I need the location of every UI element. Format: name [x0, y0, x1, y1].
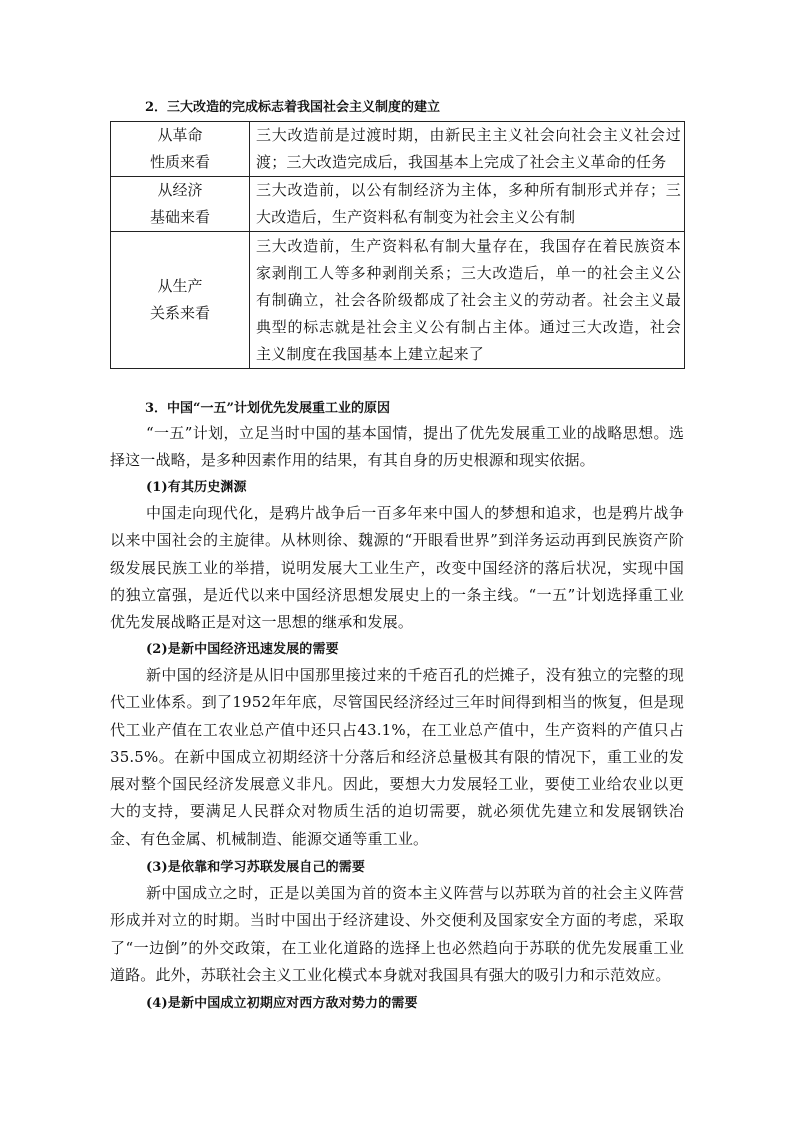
reform-comparison-table [110, 121, 685, 369]
row-label-line: 从生产 [157, 277, 203, 295]
table-row [111, 177, 685, 232]
point-2-title: (2)是新中国经济迅速发展的需要 [146, 642, 339, 657]
row-label-line: 从革命 [157, 126, 203, 144]
row-label-line: 基础来看 [149, 208, 210, 226]
table-row [111, 122, 685, 177]
row-label-line: 关系来看 [149, 304, 210, 322]
row-content: 三大改造前是过渡时期，由新民主主义社会向社会主义社会过渡；三大改造完成后，我国基本上完成了社会主义革命的任务 [250, 122, 685, 177]
row-label-line: 性质来看 [149, 153, 210, 171]
table-row [111, 232, 685, 369]
row-label [111, 122, 250, 177]
point-4-title: (4)是新中国成立初期应对西方敌对势力的需要 [146, 996, 418, 1011]
section-3-heading: 3．中国“一五”计划优先发展重工业的原因 [145, 401, 391, 416]
point-2-body: 新中国的经济是从旧中国那里接过来的千疮百孔的烂摊子，没有独立的完整的现代工业体系。到了1952年年底，尽管国民经济经过三年时间得到相当的恢复，但是现代工业产值在工农业总产值中还只占43.1%，在工业总产值中，生产资料的产值只占35.5%。在新中国成立初期经济十分落后和经济总量极其有限的情况下，重工业的发展对整个国民经济发展意义非凡。因此，要想大力发展轻工业，要使工业给农业以更大的支持，要满足人民群众对物质生活的迫切需要，就必须优先建立和发展钢铁冶金、有色金属、机械制造、能源交通等重工业。 [110, 666, 684, 848]
point-1-body: 中国走向现代化，是鸦片战争后一百多年来中国人的梦想和追求，也是鸦片战争以来中国社会的主旋律。从林则徐、魏源的“开眼看世界”到洋务运动再到民族资产阶级发展民族工业的举措，说明发展大工业生产，改变中国经济的落后状况，实现中国的独立富强，是近代以来中国经济思想发展史上的一条主线。“一五”计划选择重工业优先发展战略正是对这一思想的继承和发展。 [110, 504, 684, 632]
row-content: 三大改造前，以公有制经济为主体，多种所有制形式并存；三大改造后，生产资料私有制变为社会主义公有制 [250, 177, 685, 232]
row-label-line: 从经济 [157, 181, 203, 199]
section-2-heading: 2．三大改造的完成标志着我国社会主义制度的建立 [145, 100, 441, 115]
point-1-title: (1)有其历史渊源 [146, 480, 247, 495]
point-3-title: (3)是依靠和学习苏联发展自己的需要 [146, 860, 366, 875]
row-label [111, 232, 250, 369]
row-content: 三大改造前，生产资料私有制大量存在，我国存在着民族资本家剥削工人等多种剥削关系；三大改造后，单一的社会主义公有制确立，社会各阶级都成了社会主义的劳动者。社会主义最典型的标志就是社会主义公有制占主体。通过三大改造，社会主义制度在我国基本上建立起来了 [250, 232, 685, 369]
section-3-intro: “一五”计划，立足当时中国的基本国情，提出了优先发展重工业的战略思想。选择这一战略，是多种因素作用的结果，有其自身的历史根源和现实依据。 [110, 424, 684, 470]
row-label [111, 177, 250, 232]
point-3-body: 新中国成立之时，正是以美国为首的资本主义阵营与以苏联为首的社会主义阵营形成并对立的时期。当时中国出于经济建设、外交便利及国家安全方面的考虑，采取了“一边倒”的外交政策，在工业化道路的选择上也必然趋向于苏联的优先发展重工业道路。此外，苏联社会主义工业化模式本身就对我国具有强大的吸引力和示范效应。 [110, 884, 684, 984]
